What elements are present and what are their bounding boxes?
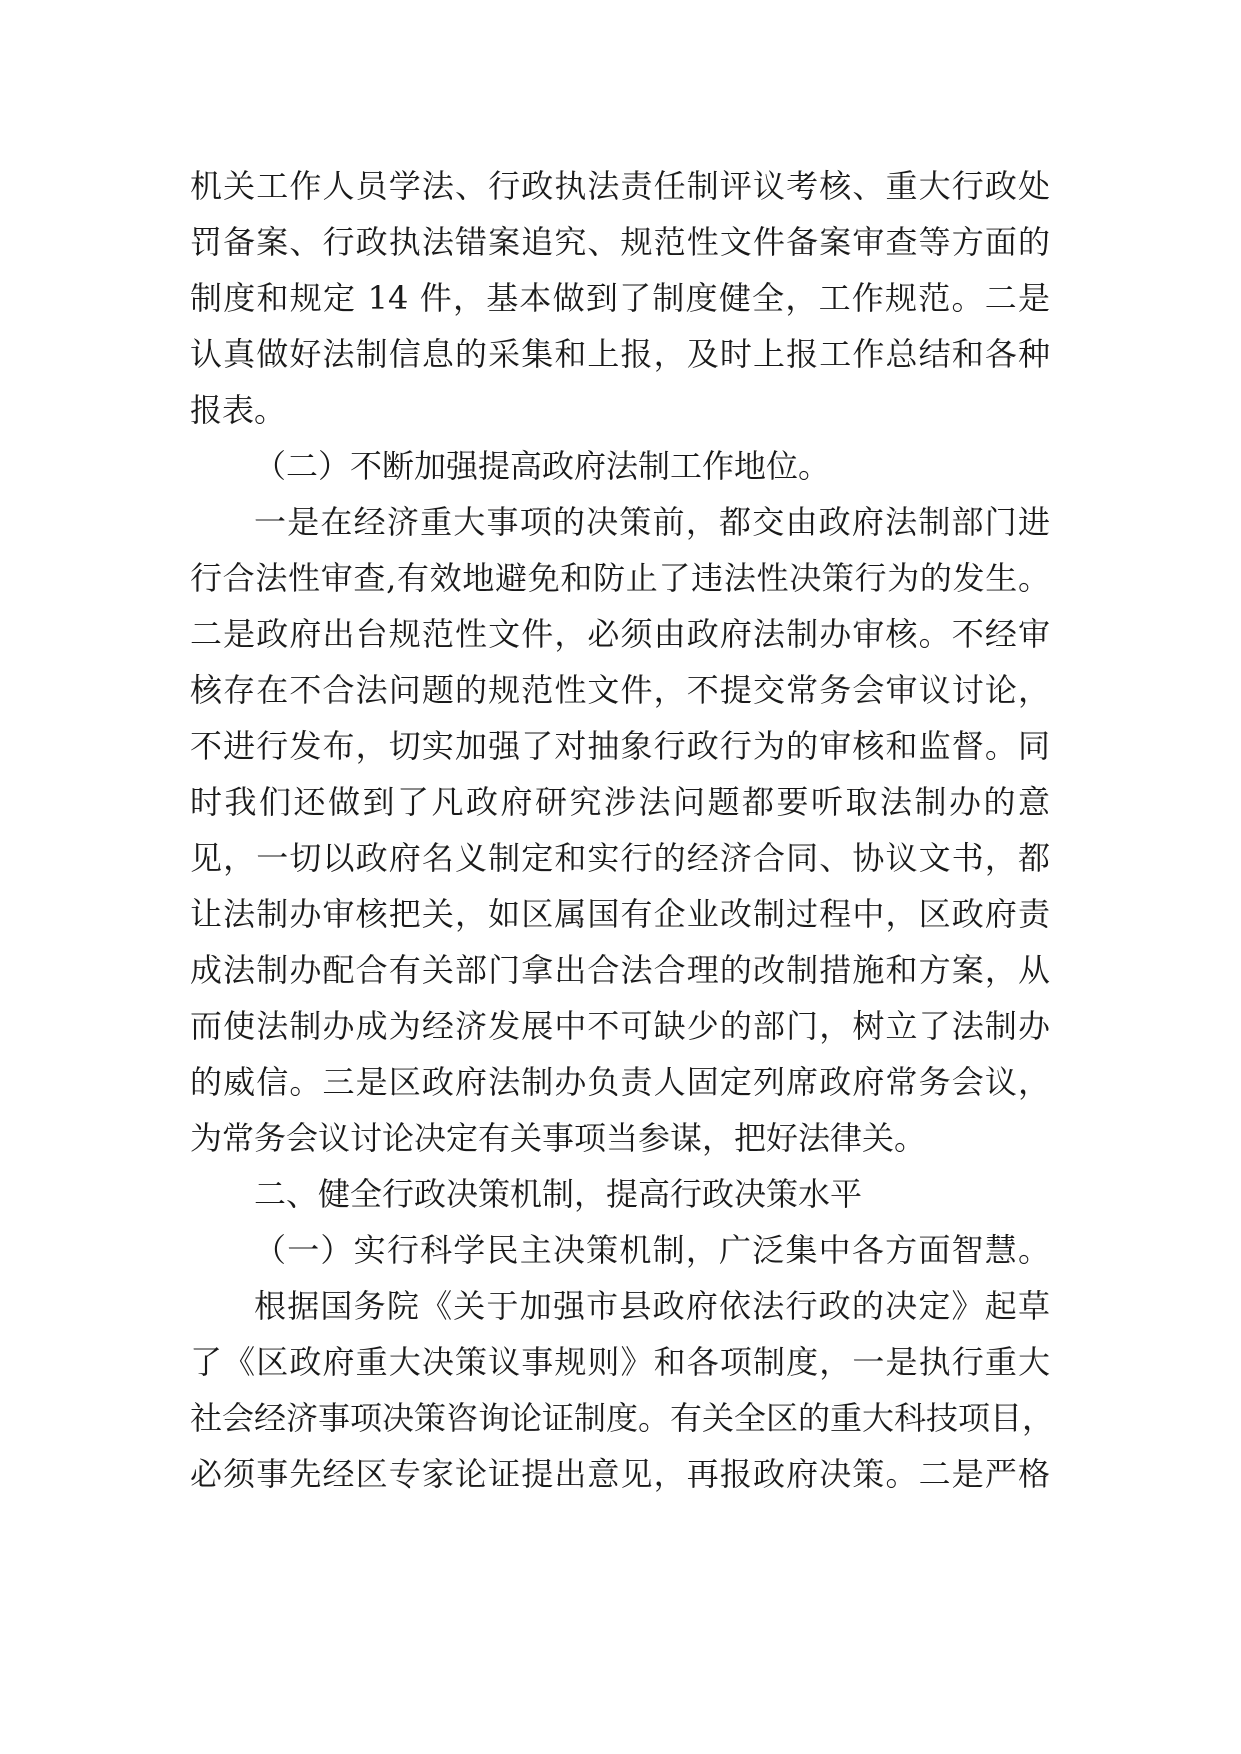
text-line: 核存在不合法问题的规范性文件，不提交常务会审议讨论， bbox=[190, 671, 1050, 709]
text-line: 了《区政府重大决策议事规则》和各项制度，一是执行重大 bbox=[190, 1343, 1050, 1381]
text-line: 见，一切以政府名义制定和实行的经济合同、协议文书，都 bbox=[190, 839, 1050, 877]
text-line: 报表。 bbox=[190, 391, 287, 429]
text-line: 的威信。三是区政府法制办负责人固定列席政府常务会议， bbox=[190, 1063, 1050, 1101]
text-line: 二、健全行政决策机制，提高行政决策水平 bbox=[254, 1175, 863, 1213]
text-line: 一是在经济重大事项的决策前，都交由政府法制部门进 bbox=[254, 503, 1050, 541]
text-line: （二）不断加强提高政府法制工作地位。 bbox=[254, 447, 831, 485]
text-line: 让法制办审核把关，如区属国有企业改制过程中，区政府责 bbox=[190, 895, 1050, 933]
text-line: 社会经济事项决策咨询论证制度。有关全区的重大科技项目， bbox=[190, 1399, 1055, 1437]
text-line: 不进行发布，切实加强了对抽象行政行为的审核和监督。同 bbox=[190, 727, 1050, 765]
text-line: 认真做好法制信息的采集和上报，及时上报工作总结和各种 bbox=[190, 335, 1050, 373]
text-line: 时我们还做到了凡政府研究涉法问题都要听取法制办的意 bbox=[190, 783, 1050, 821]
text-line: 为常务会议讨论决定有关事项当参谋，把好法律关。 bbox=[190, 1119, 927, 1157]
text-line: 机关工作人员学法、行政执法责任制评议考核、重大行政处 bbox=[190, 167, 1050, 205]
text-line: （一）实行科学民主决策机制，广泛集中各方面智慧。 bbox=[254, 1231, 1050, 1269]
text-line: 必须事先经区专家论证提出意见，再报政府决策。二是严格 bbox=[190, 1455, 1050, 1493]
body-text bbox=[190, 158, 1055, 1502]
text-line: 根据国务院《关于加强市县政府依法行政的决定》起草 bbox=[254, 1287, 1050, 1325]
text-line: 而使法制办成为经济发展中不可缺少的部门，树立了法制办 bbox=[190, 1007, 1050, 1045]
text-line: 行合法性审查,有效地避免和防止了违法性决策行为的发生。 bbox=[190, 559, 1050, 597]
text-line: 制度和规定 14 件，基本做到了制度健全，工作规范。二是 bbox=[190, 279, 1050, 317]
text-line: 二是政府出台规范性文件，必须由政府法制办审核。不经审 bbox=[190, 615, 1050, 653]
text-line: 罚备案、行政执法错案追究、规范性文件备案审查等方面的 bbox=[190, 223, 1050, 261]
text-line: 成法制办配合有关部门拿出合法合理的改制措施和方案，从 bbox=[190, 951, 1050, 989]
